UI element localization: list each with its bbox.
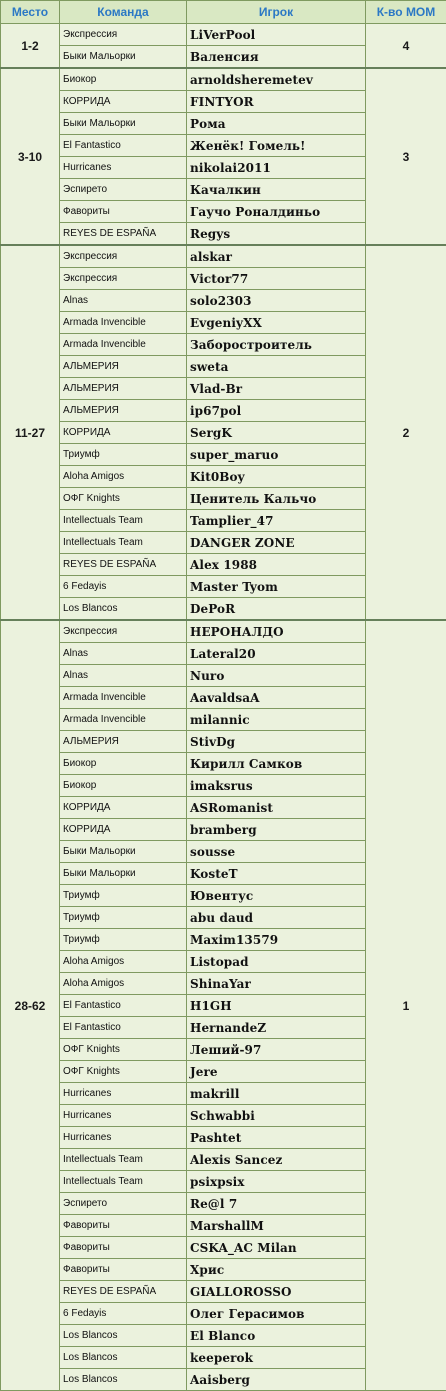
team-cell: Intellectuals Team — [60, 1171, 187, 1193]
player-cell: El Blanco — [187, 1325, 366, 1347]
player-cell: keeperok — [187, 1347, 366, 1369]
table-row — [1, 620, 446, 643]
player-cell: Nuro — [187, 665, 366, 687]
team-cell: Триумф — [60, 907, 187, 929]
player-cell: nikolai2011 — [187, 157, 366, 179]
player-cell: StivDg — [187, 731, 366, 753]
team-cell: Триумф — [60, 444, 187, 466]
team-cell: REYES DE ESPAÑA — [60, 1281, 187, 1303]
player-cell: bramberg — [187, 819, 366, 841]
player-cell: НЕРОНАЛДО — [187, 620, 366, 643]
player-cell: Victor77 — [187, 268, 366, 290]
player-cell: H1GH — [187, 995, 366, 1017]
player-cell: DePoR — [187, 598, 366, 621]
place-cell: 11-27 — [1, 245, 60, 620]
player-cell: Pashtet — [187, 1127, 366, 1149]
player-cell: SergK — [187, 422, 366, 444]
player-cell: KosteT — [187, 863, 366, 885]
team-cell: Alnas — [60, 290, 187, 312]
header-team: Команда — [60, 1, 187, 24]
player-cell: arnoldsheremetev — [187, 68, 366, 91]
team-cell: Hurricanes — [60, 1105, 187, 1127]
team-cell: Фавориты — [60, 1215, 187, 1237]
place-cell: 3-10 — [1, 68, 60, 245]
team-cell: Фавориты — [60, 1237, 187, 1259]
team-cell: El Fantastico — [60, 1017, 187, 1039]
team-cell: КОРРИДА — [60, 819, 187, 841]
team-cell: Триумф — [60, 885, 187, 907]
team-cell: Los Blancos — [60, 598, 187, 621]
player-cell: Lateral20 — [187, 643, 366, 665]
player-cell: DANGER ZONE — [187, 532, 366, 554]
team-cell: Hurricanes — [60, 1127, 187, 1149]
player-cell: sousse — [187, 841, 366, 863]
player-cell: ShinaYar — [187, 973, 366, 995]
table-row — [1, 24, 446, 46]
team-cell: Armada Invencible — [60, 709, 187, 731]
player-cell: sweta — [187, 356, 366, 378]
player-cell: Гаучо Роналдиньо — [187, 201, 366, 223]
player-cell: Maxim13579 — [187, 929, 366, 951]
team-cell: El Fantastico — [60, 135, 187, 157]
mom-count-cell: 4 — [366, 24, 446, 69]
header-player: Игрок — [187, 1, 366, 24]
player-cell: FINTYOR — [187, 91, 366, 113]
player-cell: Леший-97 — [187, 1039, 366, 1061]
team-cell: Alnas — [60, 643, 187, 665]
team-cell: Быки Мальорки — [60, 113, 187, 135]
player-cell: Master Tyom — [187, 576, 366, 598]
header-place: Место — [1, 1, 60, 24]
team-cell: ОФГ Knights — [60, 1061, 187, 1083]
player-cell: ASRomanist — [187, 797, 366, 819]
player-cell: imaksrus — [187, 775, 366, 797]
team-cell: Быки Мальорки — [60, 46, 187, 69]
player-cell: Aaisberg — [187, 1369, 366, 1391]
player-cell: Олег Герасимов — [187, 1303, 366, 1325]
team-cell: ОФГ Knights — [60, 488, 187, 510]
team-cell: ОФГ Knights — [60, 1039, 187, 1061]
place-cell: 1-2 — [1, 24, 60, 69]
team-cell: Биокор — [60, 775, 187, 797]
team-cell: Intellectuals Team — [60, 1149, 187, 1171]
team-cell: Armada Invencible — [60, 687, 187, 709]
team-cell: Hurricanes — [60, 1083, 187, 1105]
team-cell: Эспирето — [60, 1193, 187, 1215]
team-cell: Aloha Amigos — [60, 466, 187, 488]
table-row — [1, 245, 446, 268]
header-mom-count: К-во МОМ — [366, 1, 446, 24]
player-cell: Качалкин — [187, 179, 366, 201]
team-cell: Фавориты — [60, 1259, 187, 1281]
team-cell: Экспрессия — [60, 268, 187, 290]
player-cell: Заборостроитель — [187, 334, 366, 356]
place-cell: 28-62 — [1, 620, 60, 1391]
player-cell: LiVerPool — [187, 24, 366, 46]
player-cell: Regys — [187, 223, 366, 246]
mom-count-cell: 3 — [366, 68, 446, 245]
team-cell: АЛЬМЕРИЯ — [60, 400, 187, 422]
player-cell: Listopad — [187, 951, 366, 973]
team-cell: Armada Invencible — [60, 312, 187, 334]
player-cell: psixpsix — [187, 1171, 366, 1193]
team-cell: REYES DE ESPAÑA — [60, 223, 187, 246]
player-cell: Jere — [187, 1061, 366, 1083]
player-cell: GIALLOROSSO — [187, 1281, 366, 1303]
player-cell: Re@l 7 — [187, 1193, 366, 1215]
team-cell: Los Blancos — [60, 1325, 187, 1347]
team-cell: Intellectuals Team — [60, 532, 187, 554]
team-cell: АЛЬМЕРИЯ — [60, 731, 187, 753]
player-cell: ip67pol — [187, 400, 366, 422]
team-cell: Intellectuals Team — [60, 510, 187, 532]
team-cell: АЛЬМЕРИЯ — [60, 378, 187, 400]
player-cell: Kit0Boy — [187, 466, 366, 488]
team-cell: Быки Мальорки — [60, 863, 187, 885]
player-cell: Кирилл Самков — [187, 753, 366, 775]
player-cell: Валенсия — [187, 46, 366, 69]
team-cell: Быки Мальорки — [60, 841, 187, 863]
header-row — [1, 1, 446, 24]
player-cell: HernandeZ — [187, 1017, 366, 1039]
team-cell: Экспрессия — [60, 245, 187, 268]
player-cell: Vlad-Br — [187, 378, 366, 400]
team-cell: Фавориты — [60, 201, 187, 223]
team-cell: Hurricanes — [60, 157, 187, 179]
team-cell: КОРРИДА — [60, 422, 187, 444]
player-cell: Ценитель Кальчо — [187, 488, 366, 510]
player-cell: Schwabbi — [187, 1105, 366, 1127]
table-body — [1, 24, 446, 1391]
team-cell: Эспирето — [60, 179, 187, 201]
player-cell: solo2303 — [187, 290, 366, 312]
team-cell: 6 Fedayis — [60, 1303, 187, 1325]
team-cell: Экспрессия — [60, 620, 187, 643]
team-cell: КОРРИДА — [60, 797, 187, 819]
player-cell: makrill — [187, 1083, 366, 1105]
team-cell: Los Blancos — [60, 1369, 187, 1391]
player-cell: Женёк! Гомель! — [187, 135, 366, 157]
player-cell: EvgeniyXX — [187, 312, 366, 334]
team-cell: Экспрессия — [60, 24, 187, 46]
team-cell: Триумф — [60, 929, 187, 951]
team-cell: REYES DE ESPAÑA — [60, 554, 187, 576]
team-cell: Alnas — [60, 665, 187, 687]
mom-count-cell: 1 — [366, 620, 446, 1391]
team-cell: Armada Invencible — [60, 334, 187, 356]
team-cell: Биокор — [60, 753, 187, 775]
team-cell: Los Blancos — [60, 1347, 187, 1369]
player-cell: AavaldsaA — [187, 687, 366, 709]
team-cell: Aloha Amigos — [60, 973, 187, 995]
team-cell: Aloha Amigos — [60, 951, 187, 973]
team-cell: 6 Fedayis — [60, 576, 187, 598]
team-cell: КОРРИДА — [60, 91, 187, 113]
player-cell: abu daud — [187, 907, 366, 929]
team-cell: АЛЬМЕРИЯ — [60, 356, 187, 378]
team-cell: El Fantastico — [60, 995, 187, 1017]
player-cell: Tamplier_47 — [187, 510, 366, 532]
team-cell: Биокор — [60, 68, 187, 91]
player-cell: Рома — [187, 113, 366, 135]
mom-count-cell: 2 — [366, 245, 446, 620]
player-cell: alskar — [187, 245, 366, 268]
player-cell: milannic — [187, 709, 366, 731]
player-cell: Ювентус — [187, 885, 366, 907]
player-cell: Alexis Sancez — [187, 1149, 366, 1171]
player-cell: super_maruo — [187, 444, 366, 466]
table-row — [1, 68, 446, 91]
player-cell: Хрис — [187, 1259, 366, 1281]
player-cell: MarshallM — [187, 1215, 366, 1237]
player-cell: CSKA_AC Milan — [187, 1237, 366, 1259]
player-cell: Alex 1988 — [187, 554, 366, 576]
